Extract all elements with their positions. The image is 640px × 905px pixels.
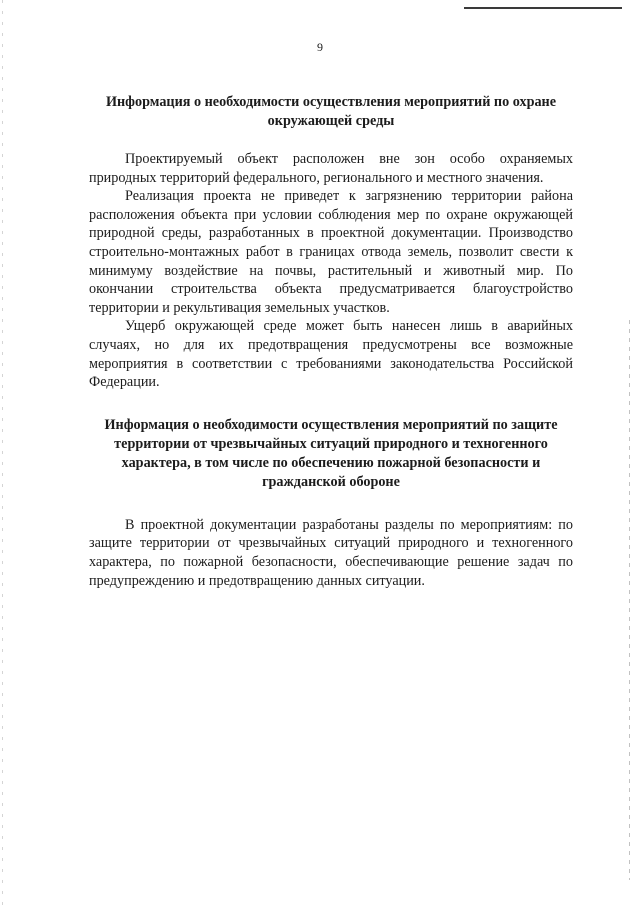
scan-edge-left (2, 0, 3, 905)
section-title-emergency: Информация о необходимости осуществления мероприятий по защите территории от чрезвычайных ситуаций природного и техногенного характера, в том числе по обеспечению пожарной безопасности и гражданской обороне (104, 416, 558, 490)
header-rule (464, 7, 622, 9)
page-number: 9 (317, 40, 323, 54)
scan-edge-right (629, 320, 630, 880)
paragraph: Ущерб окружающей среде может быть нанесен лишь в аварийных случаях, но для их предотвращения предусмотрены все возможные мероприятия в соответствии с требованиями законодательства Российской Федерации. (89, 318, 573, 391)
section-environment (89, 93, 573, 392)
section-title-environment: Информация о необходимости осуществления мероприятий по охране окружающей среды (105, 94, 557, 129)
paragraph: Реализация проекта не приведет к загрязнению территории района расположения объекта при условии соблюдения мер по охране окружающей природной среды, разработанных в проектной документации. Производство строительно-монтажных работ в границах отвода земель, позволит свести к минимуму воздействие на почвы, растительный и животный мир. По окончании строительства объекта предусматривается благоустройство территории и рекультивация земельных участков. (89, 188, 573, 316)
document-body (89, 93, 573, 590)
paragraph: Проектируемый объект расположен вне зон особо охраняемых природных территорий федерального, регионального и местного значения. (89, 151, 573, 186)
paragraph: В проектной документации разработаны разделы по мероприятиям: по защите территории от чрезвычайных ситуаций природного и техногенного характера, по пожарной безопасности, обеспечивающие решение задач по предупреждению и предотвращению данных ситуации. (89, 516, 573, 589)
section-emergency (89, 416, 573, 590)
